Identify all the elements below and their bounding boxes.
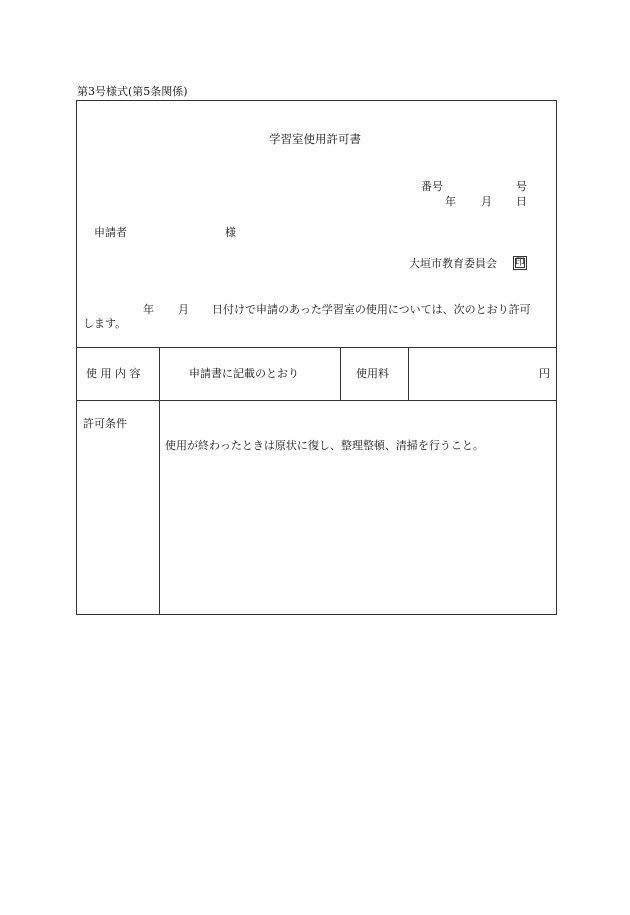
seal-inner-border: [515, 258, 525, 268]
usage-content-label: 使 用 内 容: [86, 367, 141, 380]
date-month-label: 月: [481, 195, 492, 208]
form-number-label: 第3号様式(第5条関係): [77, 85, 188, 98]
body-month-label: 月: [178, 303, 189, 316]
label-column-divider: [159, 347, 160, 615]
date-year-label: 年: [445, 195, 456, 208]
document-title: 学習室使用許可書: [269, 132, 361, 146]
body-text-line2: します。: [83, 317, 127, 330]
body-text-line1: 日付けで申請のあった学習室の使用については、次のとおり許可: [212, 303, 531, 316]
table-top-rule: [76, 347, 557, 348]
body-year-label: 年: [143, 303, 154, 316]
number-suffix: 号: [516, 180, 527, 193]
fee-label-divider-right: [408, 347, 409, 400]
usage-fee-label: 使用料: [356, 367, 389, 380]
applicant-honorific: 様: [225, 226, 236, 239]
conditions-text: 使用が終わったときは原状に復し、整理整頓、清掃を行うこと。: [165, 439, 484, 452]
seal-mark: [513, 256, 527, 270]
form-frame: [76, 100, 557, 615]
number-label: 番号: [421, 180, 443, 193]
issuer-name: 大垣市教育委員会: [409, 257, 497, 270]
table-mid-rule: [76, 400, 557, 401]
usage-content-value: 申請書に記載のとおり: [189, 367, 299, 380]
date-day-label: 日: [516, 195, 527, 208]
fee-label-divider-left: [340, 347, 341, 400]
usage-fee-unit: 円: [539, 367, 550, 380]
applicant-label: 申請者: [94, 226, 127, 239]
conditions-label: 許可条件: [83, 417, 127, 430]
seal-character: 印: [515, 257, 525, 268]
